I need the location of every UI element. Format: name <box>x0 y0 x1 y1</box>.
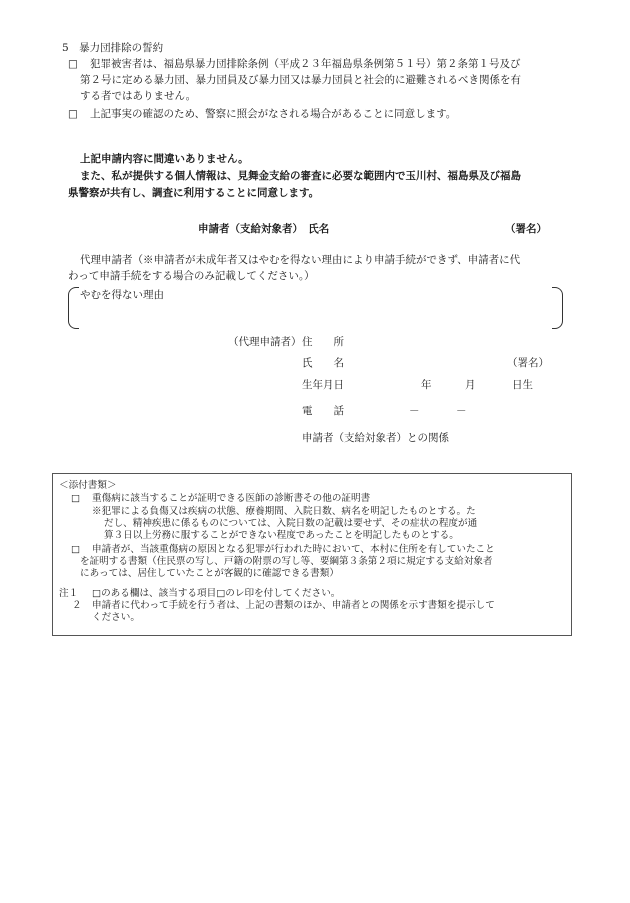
note1-text: □のある欄は、該当する項目□のレ印を付してください。 <box>92 588 341 599</box>
proxy-seal: （署名） <box>507 357 549 369</box>
proxy-note-line2: わって申請手続をする場合のみ記載してください。） <box>68 270 315 282</box>
proxy-phone-dash1: － <box>409 405 420 417</box>
attachment-checkbox-1[interactable]: □ <box>71 493 81 504</box>
attachments-title: ＜添付書類＞ <box>59 480 117 491</box>
attachment-checkbox-2[interactable]: □ <box>71 544 81 555</box>
reason-label: やむを得ない理由 <box>80 289 164 301</box>
pledge-1-line1: 犯罪被害者は、福島県暴力団排除条例（平成２３年福島県条例第５１号）第２条第１号及び <box>90 58 521 70</box>
note2-line1: 申請者に代わって手続を行う者は、上記の書類のほか、申請者との関係を示す書類を提示して <box>92 600 495 611</box>
pledge-1-line3: する者ではありません。 <box>80 90 197 102</box>
attachment-1-note3: 算３日以上労務に服することができない程度であったことを明記したものとする。 <box>104 530 459 541</box>
proxy-note-line1: 代理申請者（※申請者が未成年者又はやむを得ない理由により申請手続ができず、申請者に代 <box>80 254 521 266</box>
attachment-2-line3: にあっては、居住していたことが客観的に確認できる書類） <box>80 568 339 579</box>
reason-bracket-left <box>68 287 79 329</box>
proxy-phone-label: 電 話 <box>302 405 344 417</box>
attachment-1-text: 重傷病に該当することが証明できる医師の診断書その他の証明書 <box>92 493 371 504</box>
pledge-2-line1: 上記事実の確認のため、警察に照会がなされる場合があることに同意します。 <box>90 108 457 120</box>
pledge-checkbox-2[interactable]: □ <box>68 108 78 120</box>
section5-heading: 5 暴力団排除の誓約 <box>62 42 164 54</box>
declaration-line1: 上記申請内容に間違いありません。 <box>80 153 249 165</box>
proxy-label: （代理申請者） <box>228 336 302 348</box>
applicant-name-label: 申請者（支給対象者） 氏名 <box>198 223 330 235</box>
pledge-1-line2: 第２号に定める暴力団、暴力団員及び暴力団又は暴力団員と社会的に避難されるべき関係を有 <box>80 74 521 86</box>
proxy-dob-day: 日生 <box>512 379 533 391</box>
declaration-line3: 県警察が共有し、調査に利用することに同意します。 <box>68 187 320 199</box>
proxy-name-label: 氏 名 <box>302 357 344 369</box>
proxy-phone-dash2: － <box>456 405 467 417</box>
proxy-dob-year: 年 <box>421 379 432 391</box>
attachment-1-note1: ※犯罪による負傷又は疾病の状態、療養期間、入院日数、病名を明記したものとする。た <box>92 506 476 517</box>
declaration-line2: また、私が提供する個人情報は、見舞金支給の審査に必要な範囲内で玉川村、福島県及び福島 <box>80 170 521 182</box>
pledge-checkbox-1[interactable]: □ <box>68 58 78 70</box>
applicant-seal: （署名） <box>505 223 547 235</box>
proxy-dob-month: 月 <box>465 379 476 391</box>
attachment-1-note2: だし、精神疾患に係るものについては、入院日数の記載は要せず、その症状の程度が通 <box>104 518 478 529</box>
note1-label: 注１ <box>59 588 79 599</box>
note2-label: ２ <box>72 600 82 611</box>
note2-line2: ください。 <box>92 612 140 623</box>
proxy-relation-label: 申請者（支給対象者）との関係 <box>302 432 449 444</box>
attachment-2-line2: を証明する書類（住民票の写し、戸籍の附票の写し等、要綱第３条第２項に規定する支給対象者 <box>80 556 493 567</box>
proxy-address-label: 住 所 <box>302 336 344 348</box>
reason-bracket-right <box>552 287 563 329</box>
proxy-dob-label: 生年月日 <box>302 379 344 391</box>
attachment-2-line1: 申請者が、当該重傷病の原因となる犯罪が行われた時において、本村に住所を有していたこと <box>92 544 495 555</box>
